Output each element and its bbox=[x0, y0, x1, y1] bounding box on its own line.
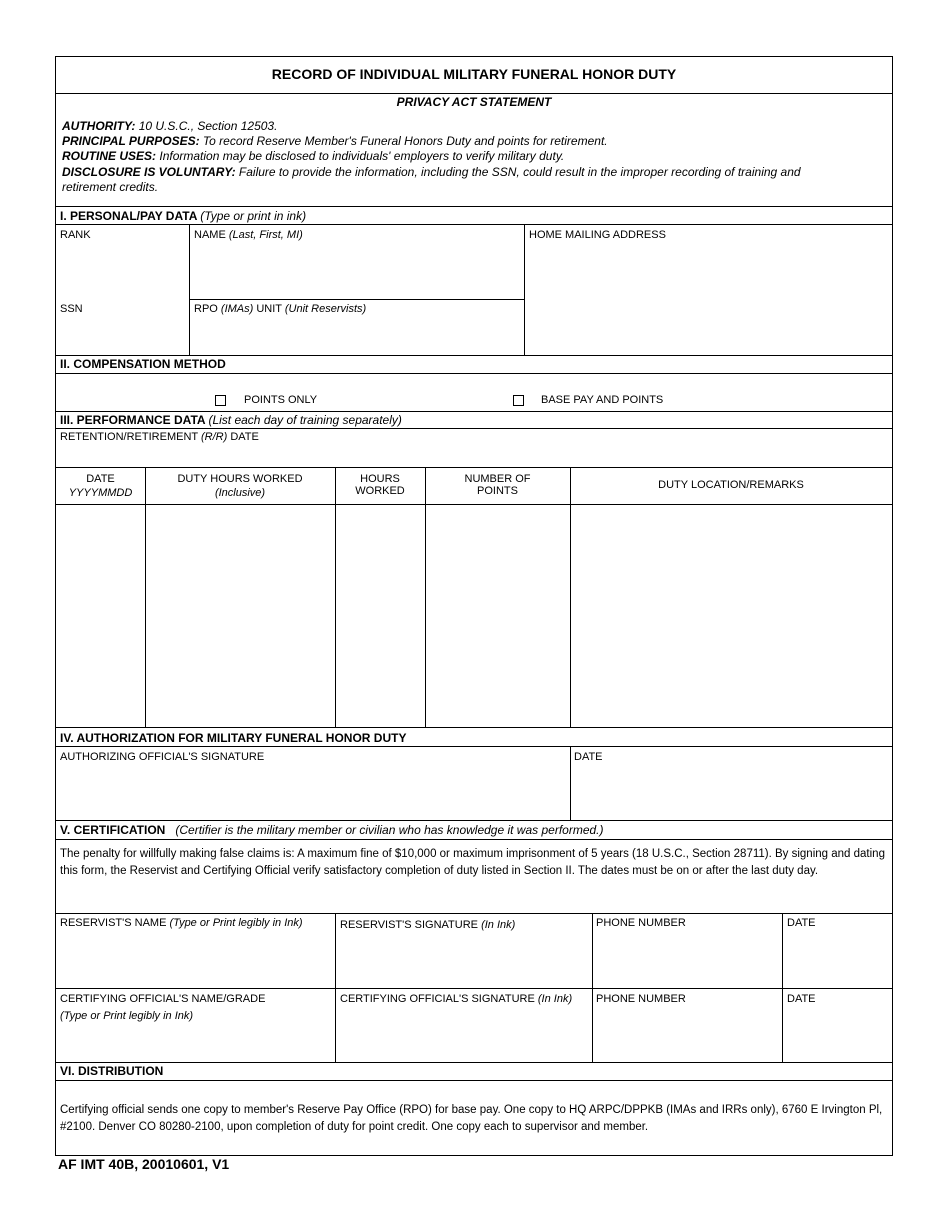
authority-line: AUTHORITY: 10 U.S.C., Section 12503. bbox=[62, 119, 278, 133]
certifying-phone-label: PHONE NUMBER bbox=[596, 993, 686, 1005]
certifying-signature-label: CERTIFYING OFFICIAL'S SIGNATURE (In Ink) bbox=[340, 993, 573, 1005]
rpo-unit-label: RPO (IMAs) UNIT (Unit Reservists) bbox=[194, 303, 367, 315]
section5-heading: V. CERTIFICATION (Certifier is the military member or civilian who has knowledge it was performed.) bbox=[60, 823, 604, 837]
divider bbox=[56, 504, 892, 505]
col-points-2: POINTS bbox=[477, 485, 518, 497]
divider bbox=[56, 93, 892, 94]
divider bbox=[56, 1080, 892, 1081]
col-duty-hours-note: (Inclusive) bbox=[214, 487, 266, 499]
home-address-label: HOME MAILING ADDRESS bbox=[529, 229, 666, 241]
section1-heading: I. PERSONAL/PAY DATA (Type or print in ink) bbox=[60, 209, 307, 223]
certifying-name-note: (Type or Print legibly in Ink) bbox=[60, 1010, 194, 1022]
col-duty-hours: DUTY HOURS WORKED bbox=[177, 473, 303, 485]
divider bbox=[56, 411, 892, 412]
certifying-date-label: DATE bbox=[787, 993, 816, 1005]
authorization-date-label: DATE bbox=[574, 751, 603, 763]
divider bbox=[56, 746, 892, 747]
section4-heading: IV. AUTHORIZATION FOR MILITARY FUNERAL HONOR DUTY bbox=[60, 731, 407, 745]
section2-heading: II. COMPENSATION METHOD bbox=[60, 357, 226, 371]
divider bbox=[56, 1062, 892, 1063]
divider bbox=[56, 913, 892, 914]
col-date-format: YYYYMMDD bbox=[68, 487, 133, 499]
disclosure-line-2: retirement credits. bbox=[62, 180, 159, 194]
col-hours: HOURS bbox=[360, 473, 400, 485]
col-location: DUTY LOCATION/REMARKS bbox=[658, 479, 804, 491]
divider bbox=[425, 467, 426, 727]
rank-label: RANK bbox=[60, 229, 91, 241]
distribution-text: Certifying official sends one copy to member's Reserve Pay Office (RPO) for base pay. One copy to HQ ARPC/DPPKB (IMAs and IRRs only), 6760 E Irvington Pl, #2100. Denver CO 80280-2100, upon completion of duty for point credit. One copy each to supervisor and member. bbox=[60, 1104, 883, 1133]
divider bbox=[189, 224, 190, 355]
col-points: NUMBER OF bbox=[464, 473, 531, 485]
retention-date-label: RETENTION/RETIREMENT (R/R) DATE bbox=[60, 431, 259, 443]
reservist-date-label: DATE bbox=[787, 917, 816, 929]
divider bbox=[56, 727, 892, 728]
form-identifier: AF IMT 40B, 20010601, V1 bbox=[58, 1156, 230, 1172]
divider bbox=[335, 467, 336, 727]
divider bbox=[56, 467, 892, 468]
col-date: DATE bbox=[86, 473, 115, 485]
divider bbox=[570, 467, 571, 727]
funeral-honor-duty-form bbox=[55, 56, 893, 1156]
ssn-label: SSN bbox=[60, 303, 83, 315]
base-pay-label: BASE PAY AND POINTS bbox=[541, 394, 664, 406]
authorizing-signature-label: AUTHORIZING OFFICIAL'S SIGNATURE bbox=[60, 751, 265, 763]
divider bbox=[56, 428, 892, 429]
divider bbox=[56, 206, 892, 207]
reservist-name-label: RESERVIST'S NAME (Type or Print legibly in Ink) bbox=[60, 917, 303, 929]
name-label: NAME (Last, First, MI) bbox=[194, 229, 303, 241]
reservist-phone-label: PHONE NUMBER bbox=[596, 917, 686, 929]
points-only-checkbox[interactable] bbox=[215, 395, 226, 406]
purposes-line: PRINCIPAL PURPOSES: To record Reserve Member's Funeral Honors Duty and points for retirement. bbox=[62, 134, 608, 148]
points-only-label: POINTS ONLY bbox=[244, 394, 318, 406]
reservist-signature-label: RESERVIST'S SIGNATURE (In Ink) bbox=[340, 919, 516, 931]
divider bbox=[524, 224, 525, 355]
divider bbox=[56, 224, 892, 225]
base-pay-and-points-checkbox[interactable] bbox=[513, 395, 524, 406]
disclosure-line: DISCLOSURE IS VOLUNTARY: Failure to provide the information, including the SSN, could result in the improper recording of training and bbox=[62, 165, 801, 179]
form-title: RECORD OF INDIVIDUAL MILITARY FUNERAL HONOR DUTY bbox=[271, 66, 677, 82]
divider bbox=[56, 373, 892, 374]
privacy-heading: PRIVACY ACT STATEMENT bbox=[396, 95, 552, 109]
divider bbox=[56, 839, 892, 840]
divider bbox=[56, 988, 892, 989]
divider bbox=[56, 355, 892, 356]
routine-uses-line: ROUTINE USES: Information may be disclosed to individuals' employers to verify military duty. bbox=[62, 149, 565, 163]
divider bbox=[145, 467, 146, 727]
penalty-statement: The penalty for willfully making false claims is: A maximum fine of $10,000 or maximum imprisonment of 5 years (18 U.S.C., Section 28711). By signing and dating this form, the Reservist and Certifying Official verify satisfactory completion of duty listed in Section II. The dates must be on or after the last duty day. bbox=[60, 848, 885, 877]
section6-heading: VI. DISTRIBUTION bbox=[60, 1064, 164, 1078]
col-hours-2: WORKED bbox=[355, 485, 405, 497]
divider bbox=[56, 820, 892, 821]
section3-heading: III. PERFORMANCE DATA (List each day of training separately) bbox=[60, 413, 402, 427]
divider bbox=[189, 299, 524, 300]
divider bbox=[570, 746, 571, 820]
certifying-name-label: CERTIFYING OFFICIAL'S NAME/GRADE bbox=[60, 993, 266, 1005]
